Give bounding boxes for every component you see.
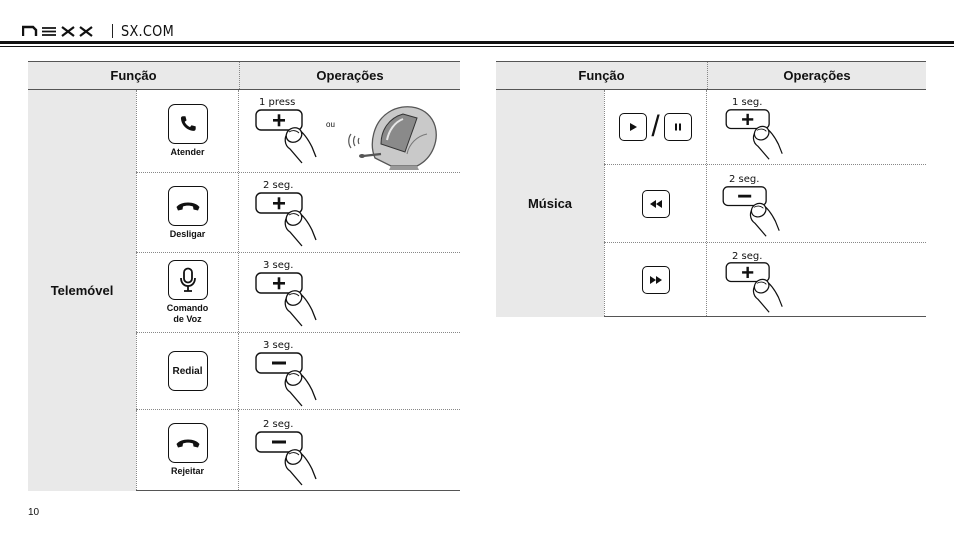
- press-duration: 1 seg.: [732, 97, 763, 108]
- table-row: [136, 253, 460, 333]
- phone-reject-icon: [168, 423, 208, 463]
- pause-icon: [664, 113, 692, 141]
- next-track-icon: [642, 266, 670, 294]
- table-row: [136, 333, 460, 410]
- table-header: [28, 62, 460, 90]
- phone-functions-table: [28, 61, 460, 491]
- table-row: [136, 173, 460, 253]
- plus-button-press-icon: [254, 190, 324, 250]
- model-name: SX.COM: [121, 22, 174, 40]
- phone-answer-icon: [168, 104, 208, 144]
- column-header-function: Função: [578, 68, 625, 83]
- header-rule-thin: [0, 46, 954, 47]
- microphone-icon: [168, 260, 208, 300]
- table-row: [604, 90, 926, 165]
- page-number: 10: [28, 507, 40, 518]
- press-duration: 2 seg.: [729, 174, 760, 185]
- press-duration: 2 seg.: [263, 180, 294, 191]
- function-group-music: Música: [496, 90, 604, 317]
- plus-button-press-icon: [722, 107, 792, 163]
- play-pause-separator: /: [651, 110, 660, 143]
- header-rule-thick: [0, 41, 954, 44]
- redial-tile-text: Redial: [172, 365, 203, 377]
- function-label-answer: Atender: [170, 147, 205, 157]
- function-label-hangup: Desligar: [169, 228, 206, 239]
- minus-button-press-icon: [254, 429, 324, 489]
- function-label-reject: Rejeitar: [170, 466, 205, 476]
- minus-button-press-icon: [254, 350, 324, 410]
- function-label-voice-command: Comando de Voz: [166, 303, 209, 324]
- press-duration: 2 seg.: [263, 419, 294, 430]
- nexx-logo-icon: [22, 24, 106, 38]
- column-header-operations: Operações: [707, 62, 926, 89]
- plus-button-press-icon: [254, 107, 324, 167]
- play-icon: [619, 113, 647, 141]
- column-header-function: Função: [110, 68, 157, 83]
- table-row: [136, 90, 460, 173]
- redial-icon: [168, 351, 208, 391]
- press-duration: 3 seg.: [263, 260, 294, 271]
- plus-button-press-icon: [722, 260, 792, 316]
- table-row: [604, 243, 926, 317]
- table-row: [604, 165, 926, 243]
- table-header: [496, 62, 926, 90]
- press-duration: 3 seg.: [263, 340, 294, 351]
- music-functions-table: [496, 61, 926, 317]
- table-row: [136, 410, 460, 491]
- column-header-operations: Operações: [239, 62, 460, 89]
- press-duration: 1 press: [259, 97, 296, 108]
- previous-track-icon: [642, 190, 670, 218]
- phone-hangup-icon: [168, 186, 208, 226]
- header-separator: [112, 24, 113, 38]
- or-text: ou: [326, 120, 335, 129]
- function-group-phone: Telemóvel: [28, 90, 136, 491]
- press-duration: 2 seg.: [732, 251, 763, 262]
- minus-button-press-icon: [719, 184, 789, 240]
- plus-button-press-icon: [254, 270, 324, 330]
- helmet-voice-icon: [347, 100, 443, 172]
